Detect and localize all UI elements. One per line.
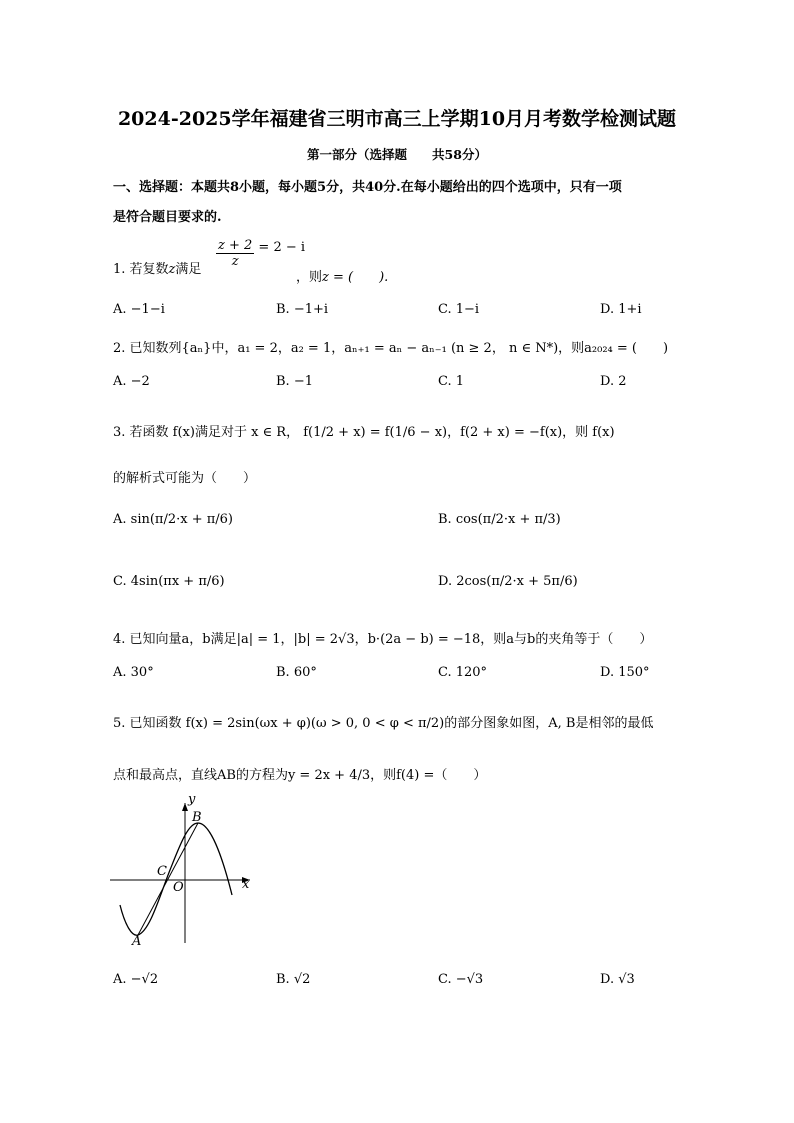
q5-option-d[interactable]: D. √3 — [600, 972, 635, 987]
q2-option-b[interactable]: B. −1 — [276, 374, 313, 389]
line-ab — [138, 823, 198, 935]
section-instructions-line1: 一、选择题：本题共8小题，每小题5分，共40分.在每小题给出的四个选项中，只有一项 — [113, 180, 622, 195]
question-2-stem: 2. 已知数列{aₙ}中，a₁ = 2，a₂ = 1，aₙ₊₁ = aₙ − aₙ₋₁ (n ≥ 2， n ∈ N*)，则a₂₀₂₄ = ( ) — [113, 341, 669, 356]
question-4-stem: 4. 已知向量a，b满足|a| = 1，|b| = 2√3，b·(2a − b) = −18，则a与b的夹角等于（ ） — [113, 632, 653, 647]
question-3-stem-line1: 3. 若函数 f(x)满足对于 x ∈ R， f(1/2 + x) = f(1/6 − x)，f(2 + x) = −f(x)，则 f(x) — [113, 425, 615, 440]
question-1-fraction — [216, 238, 305, 269]
section-instructions-line2: 是符合题目要求的. — [113, 210, 222, 225]
q2-option-a[interactable]: A. −2 — [113, 374, 150, 389]
q1-ask: z = ( ). — [322, 270, 389, 285]
label-a: A — [132, 934, 142, 949]
label-c: C — [157, 864, 167, 879]
q1-option-c[interactable]: C. 1−i — [438, 302, 480, 317]
question-1-ask — [296, 266, 388, 285]
page-title: 2024-2025学年福建省三明市高三上学期10月月考数学检测试题 — [117, 108, 677, 130]
q3-option-b[interactable]: B. cos(π/2·x + π/3) — [438, 512, 561, 527]
q4-option-d[interactable]: D. 150° — [600, 665, 650, 680]
q1-stem-pre: 1. 若复数 — [113, 262, 169, 277]
q1-var: z — [168, 262, 176, 277]
sine-graph-figure — [110, 795, 260, 955]
q1-frac-den: z — [231, 254, 239, 269]
label-x: x — [242, 877, 250, 892]
q5-option-a[interactable]: A. −√2 — [113, 972, 159, 987]
q4-option-a[interactable]: A. 30° — [113, 665, 154, 680]
label-b: B — [192, 810, 202, 825]
q1-frac-num: z + 2 — [218, 238, 253, 253]
question-5-stem-line2: 点和最高点，直线AB的方程为y = 2x + 4/3，则f(4) =（ ） — [113, 768, 487, 783]
question-1-stem — [113, 258, 201, 277]
q1-eq: = 2 − i — [258, 240, 306, 255]
label-y: y — [188, 795, 196, 807]
label-o: O — [173, 880, 184, 895]
q3-option-c[interactable]: C. 4sin(πx + π/6) — [113, 574, 225, 589]
q3-option-d[interactable]: D. 2cos(π/2·x + 5π/6) — [438, 574, 578, 589]
question-3-stem-line2: 的解析式可能为（ ） — [113, 471, 257, 486]
q3-option-a[interactable]: A. sin(π/2·x + π/6) — [113, 512, 234, 527]
q2-option-d[interactable]: D. 2 — [600, 374, 627, 389]
question-5-stem-line1: 5. 已知函数 f(x) = 2sin(ωx + φ)(ω > 0, 0 < φ < π/2)的部分图象如图，A, B是相邻的最低 — [113, 716, 654, 731]
q1-stem-post: ，则 — [296, 270, 323, 285]
q5-option-b[interactable]: B. √2 — [276, 972, 311, 987]
part-heading: 第一部分（选择题 共58分） — [307, 147, 487, 162]
q1-stem-mid: 满足 — [175, 262, 202, 277]
q4-option-b[interactable]: B. 60° — [276, 665, 317, 680]
q1-option-a[interactable]: A. −1−i — [113, 302, 165, 317]
q4-option-c[interactable]: C. 120° — [438, 665, 488, 680]
q1-option-b[interactable]: B. −1+i — [276, 302, 329, 317]
q1-option-d[interactable]: D. 1+i — [600, 302, 642, 317]
q5-option-c[interactable]: C. −√3 — [438, 972, 484, 987]
q2-option-c[interactable]: C. 1 — [438, 374, 465, 389]
